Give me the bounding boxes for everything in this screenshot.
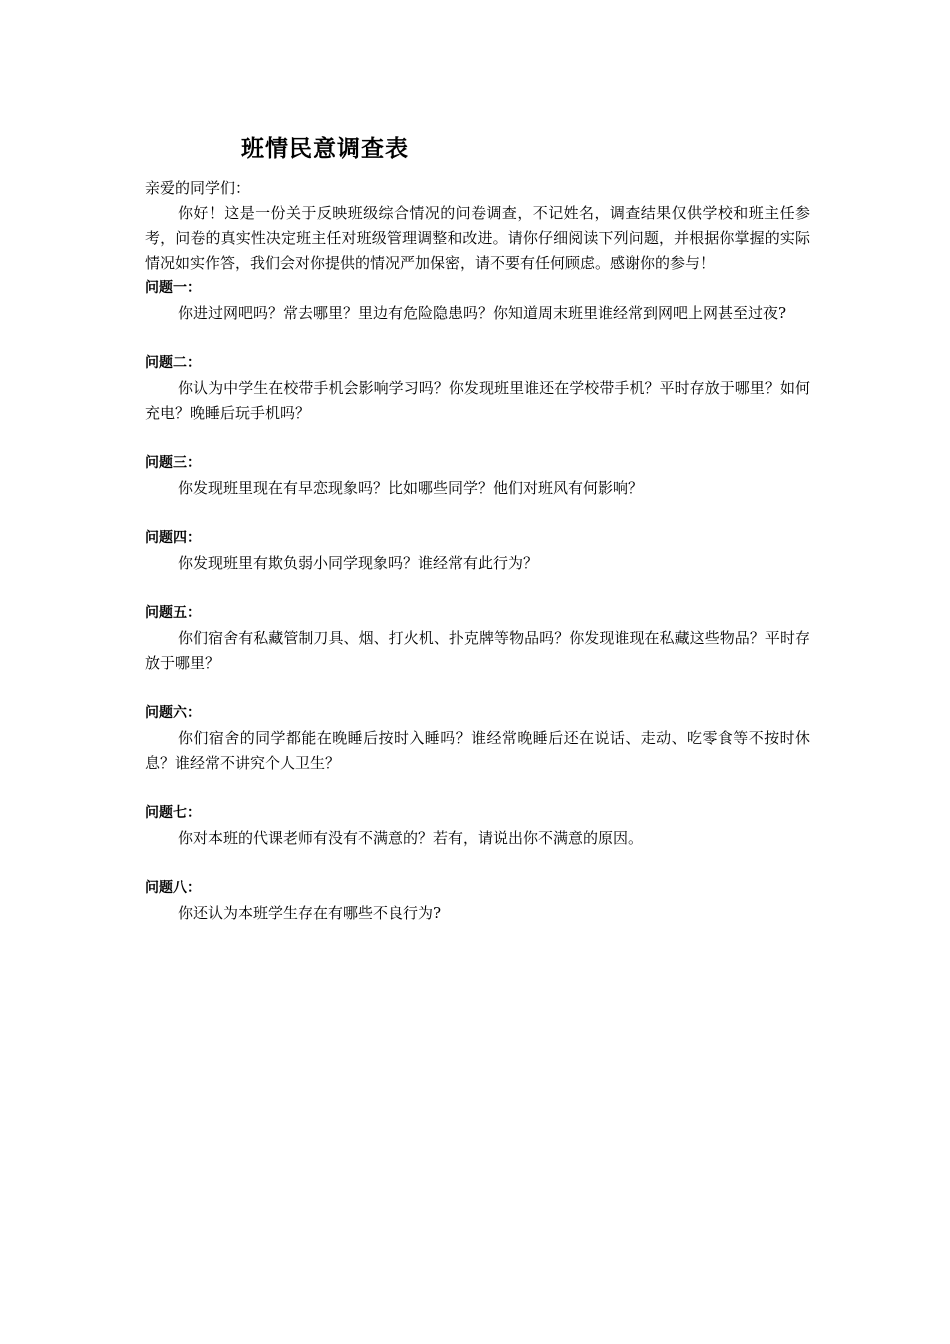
question-text: 你发现班里现在有早恋现象吗？比如哪些同学？他们对班风有何影响？ — [178, 479, 644, 497]
question-label: 问题五： — [145, 605, 201, 621]
question-1 — [145, 276, 810, 326]
question-8 — [145, 876, 810, 926]
question-label: 问题七： — [145, 805, 201, 821]
question-text: 你进过网吧吗？常去哪里？里边有危险隐患吗？你知道周末班里谁经常到网吧上网甚至过夜? — [178, 304, 787, 322]
blank-line — [145, 426, 810, 451]
page-title: 班情民意调查表 — [241, 136, 409, 162]
blank-line — [145, 501, 810, 526]
question-text: 你发现班里有欺负弱小同学现象吗？谁经常有此行为？ — [178, 554, 539, 572]
blank-line — [145, 676, 810, 701]
question-text: 你认为中学生在校带手机会影响学习吗？你发现班里谁还在学校带手机？平时存放于哪里？如何充电？晚睡后玩手机吗？ — [145, 379, 810, 422]
question-text: 你对本班的代课老师有没有不满意的？若有，请说出你不满意的原因。 — [178, 829, 644, 847]
question-3 — [145, 451, 810, 501]
blank-line — [145, 576, 810, 601]
blank-line — [145, 851, 810, 876]
question-text: 你们宿舍有私藏管制刀具、烟、打火机、扑克牌等物品吗？你发现谁现在私藏这些物品？平时存放于哪里？ — [145, 629, 810, 672]
question-label: 问题一： — [145, 280, 201, 296]
question-label: 问题八： — [145, 880, 201, 896]
intro-paragraph: 你好！这是一份关于反映班级综合情况的问卷调查，不记姓名，调查结果仅供学校和班主任参考，问卷的真实性决定班主任对班级管理调整和改进。请你仔细阅读下列问题，并根据你掌握的实际情况如实作答，我们会对你提供的情况严加保密，请不要有任何顾虑。感谢你的参与！ — [145, 204, 810, 272]
blank-line — [145, 326, 810, 351]
question-5 — [145, 601, 810, 676]
question-4 — [145, 526, 810, 576]
question-text: 你还认为本班学生存在有哪些不良行为? — [178, 904, 442, 922]
question-label: 问题二： — [145, 355, 201, 371]
question-label: 问题三： — [145, 455, 201, 471]
question-6 — [145, 701, 810, 776]
salutation: 亲爱的同学们： — [145, 179, 251, 197]
document-page — [145, 133, 810, 926]
question-text: 你们宿舍的同学都能在晚睡后按时入睡吗？谁经常晚睡后还在说话、走动、吃零食等不按时休息？谁经常不讲究个人卫生？ — [145, 729, 810, 772]
question-label: 问题六： — [145, 705, 201, 721]
question-label: 问题四： — [145, 530, 201, 546]
question-7 — [145, 801, 810, 851]
blank-line — [145, 776, 810, 801]
question-2 — [145, 351, 810, 426]
